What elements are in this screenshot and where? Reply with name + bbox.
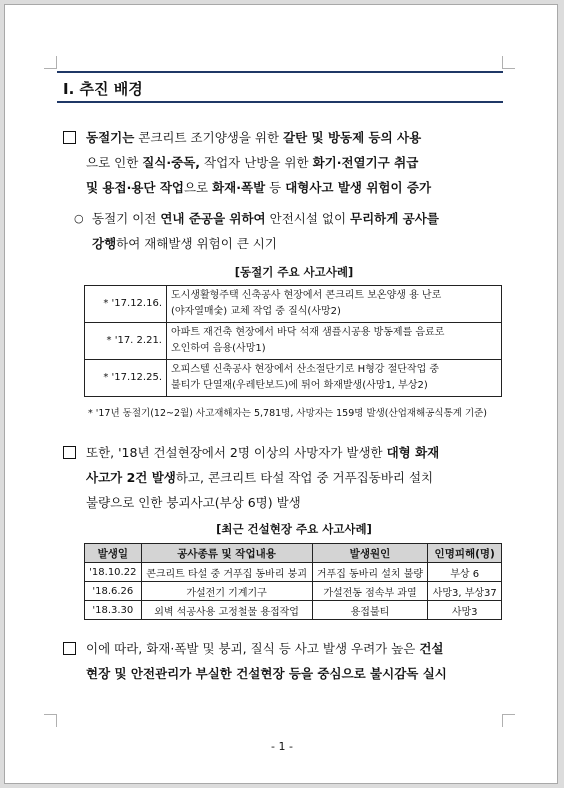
table-cell: 사망3 (428, 601, 502, 620)
checkbox-square-bullet (63, 446, 76, 459)
table-cell: 외벽 석공사용 고정철물 용접작업 (141, 601, 312, 620)
cell-line: (야자열매숯) 교체 작업 중 질식(사망2) (171, 306, 341, 317)
page-number: - 1 - (271, 740, 293, 753)
table-cell-date: * '17.12.16. (85, 286, 167, 323)
text: 불량으로 인한 붕괴사고(부상 6명) 발생 (86, 495, 301, 510)
table-header-row (85, 544, 502, 563)
margin-corner-marker (44, 714, 57, 727)
table-cell: 가설전동 점속부 과열 (312, 582, 428, 601)
margin-corner-marker (502, 56, 515, 69)
table-cell-description (167, 286, 502, 323)
table-cell: '18.3.30 (85, 601, 142, 620)
text-bold: 동절기는 (86, 130, 135, 145)
table-cell: 가설전기 기계기구 (141, 582, 312, 601)
column-header: 인명피해(명) (428, 544, 502, 563)
table-row (85, 563, 502, 582)
paragraph-rush-construction (92, 206, 506, 256)
text: 이에 따라, 화재·폭발 및 붕괴, 질식 등 사고 발생 우려가 높은 (86, 641, 420, 656)
text: 또한, '18년 건설현장에서 2명 이상의 사망자가 발생한 (86, 445, 387, 460)
text-bold: 질식·중독, (142, 155, 201, 170)
table-cell: 거푸집 동바리 설치 불량 (312, 563, 428, 582)
paragraph-inspection-plan (86, 636, 506, 686)
text-bold: 건설 (419, 641, 444, 656)
table-cell-description (167, 360, 502, 397)
statistics-note: * '17년 동절기(12~2월) 사고재해자는 5,781명, 사망자는 159명 발생(산업재해공식통계 기준) (88, 408, 488, 419)
text: 작업자 난방을 위한 (200, 155, 313, 170)
table-cell-date: * '17.12.25. (85, 360, 167, 397)
table-row (85, 323, 502, 360)
table-cell: 콘크리트 타설 중 거푸집 동바리 붕괴 (141, 563, 312, 582)
winter-accident-table (84, 285, 502, 397)
cell-line: 아파트 재건축 현장에서 바닥 석재 샘플시공용 방동제를 음료로 (171, 327, 445, 338)
cell-line: 오피스텔 신축공사 현장에서 산소절단기로 H형강 절단작업 중 (171, 364, 440, 375)
text-bold: 화기·전열기구 취급 (312, 155, 419, 170)
column-header: 발생원인 (312, 544, 428, 563)
text-bold: 강행 (92, 236, 117, 251)
table-cell-date: * '17. 2.21. (85, 323, 167, 360)
text-bold: 무리하게 공사를 (350, 211, 439, 226)
table-cell: 사망3, 부상37 (428, 582, 502, 601)
cell-line: 도시생활형주택 신축공사 현장에서 콘크리트 보온양생 용 난로 (171, 290, 442, 301)
text-bold: 및 용접·용단 작업 (86, 180, 184, 195)
table-row (85, 582, 502, 601)
table-caption: [최근 건설현장 주요 사고사례] (216, 522, 372, 536)
text-bold: 연내 준공을 위하여 (160, 211, 266, 226)
table-cell: 부상 6 (428, 563, 502, 582)
table-row (85, 286, 502, 323)
table-cell-description (167, 323, 502, 360)
text: 으로 (183, 180, 213, 195)
margin-corner-marker (502, 714, 515, 727)
checkbox-square-bullet (63, 131, 76, 144)
cell-line: 오인하여 음용(사망1) (171, 343, 266, 354)
paragraph-winter-risk (86, 125, 506, 200)
text: 동절기 이전 (92, 211, 161, 226)
circle-bullet: ○ (74, 212, 84, 225)
text: 하여 재해발생 위험이 큰 시기 (116, 236, 277, 251)
text: 콘크리트 조기양생을 위한 (134, 130, 284, 145)
text: 안전시설 없이 (265, 211, 351, 226)
checkbox-square-bullet (63, 642, 76, 655)
table-caption: [동절기 주요 사고사례] (234, 265, 354, 279)
margin-corner-marker (44, 56, 57, 69)
section-heading (57, 71, 503, 103)
text-bold: 갈탄 및 방동제 등의 사용 (283, 130, 422, 145)
text: 하고, 콘크리트 타설 작업 중 거푸집동바리 설치 (175, 470, 434, 485)
recent-accident-table (84, 543, 502, 620)
text-bold: 현장 및 안전관리가 부실한 건설현장 등을 중심으로 불시감독 실시 (86, 666, 447, 681)
column-header: 발생일 (85, 544, 142, 563)
paragraph-2018-accidents (86, 440, 506, 515)
cell-line: 불티가 단열재(우레탄보드)에 튀어 화재발생(사망1, 부상2) (171, 380, 428, 391)
text: 으로 인한 (86, 155, 143, 170)
text-bold: 대형사고 발생 위험이 증가 (285, 180, 432, 195)
column-header: 공사종류 및 작업내용 (141, 544, 312, 563)
text: 등 (265, 180, 286, 195)
table-row (85, 360, 502, 397)
table-cell: 용접불티 (312, 601, 428, 620)
section-title: Ⅰ. 추진 배경 (63, 80, 143, 98)
text-bold: 대형 화재 (386, 445, 440, 460)
text-bold: 사고가 2건 발생 (86, 470, 176, 485)
table-cell: '18.6.26 (85, 582, 142, 601)
table-row (85, 601, 502, 620)
text-bold: 화재·폭발 (212, 180, 266, 195)
table-cell: '18.10.22 (85, 563, 142, 582)
